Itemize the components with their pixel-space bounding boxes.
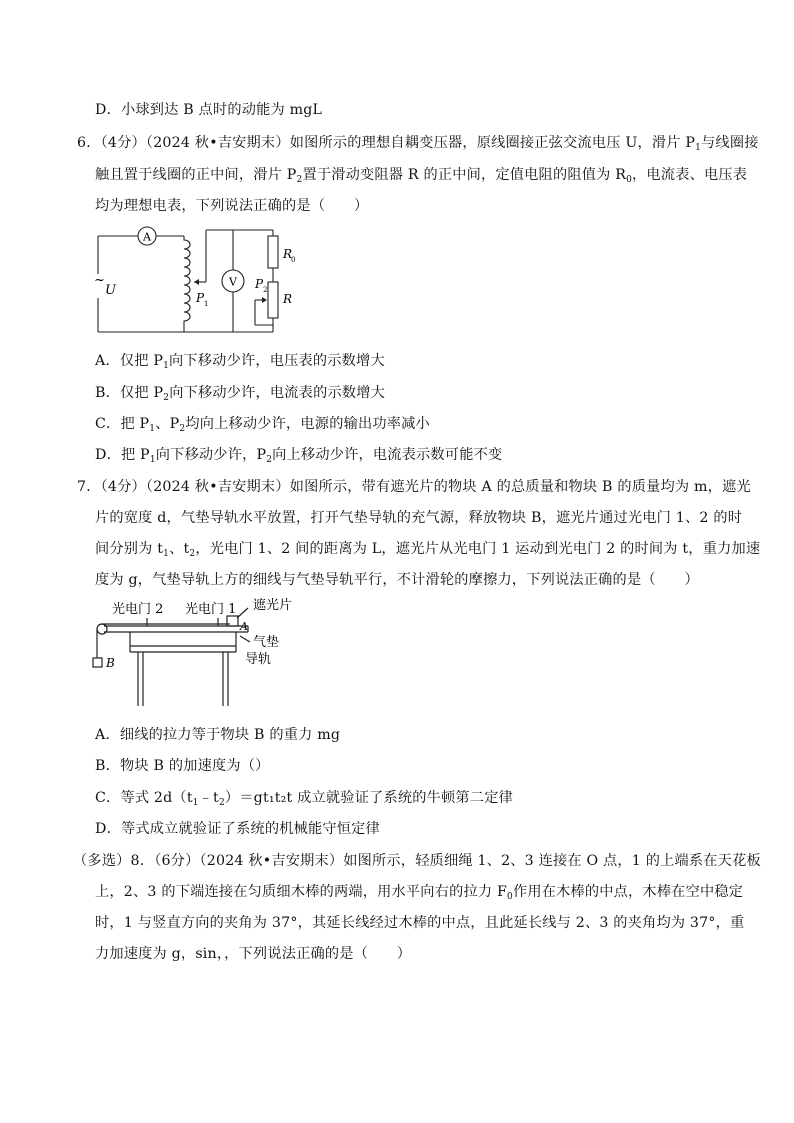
q6-option-a-pre: A．仅把 P [95, 353, 164, 369]
q6-stem-line-2 [95, 165, 747, 185]
q7-option-c-pre: C．等式 2d（t [95, 790, 193, 806]
q6-stem-mid-2: 置于滑动变阻器 R 的正中间，定值电阻的阻值为 R [302, 167, 627, 183]
q7-option-b: B．物块 B 的加速度为（） [95, 758, 270, 774]
q8-sub: 0 [507, 892, 513, 902]
rail-label-2: 导轨 [245, 652, 272, 667]
q6-stem-text-2: 触且置于线圈的正中间，滑片 P [95, 167, 297, 183]
q6-stem-line-3: 均为理想电表，下列说法正确的是（ ） [95, 198, 369, 214]
q6-option-d-pre: D．把 P [95, 447, 150, 463]
q6-sub: 1 [163, 361, 170, 371]
q6-option-a [95, 351, 385, 371]
q7-sub: 1 [163, 549, 170, 559]
q6-option-c [95, 414, 430, 434]
block-a-label: A [240, 620, 248, 633]
q6-option-d-mid: 向下移动少许，P [155, 447, 267, 463]
q8-stem-line-3: 时，1 与竖直方向的夹角为 37°，其延长线经过木棒的中点，且此延长线与 2、3 的夹角均为 37°，重 [95, 915, 745, 931]
gate-2-label: 光电门 2 [112, 602, 164, 617]
q6-circuit-figure [90, 222, 320, 337]
ammeter-label: A [143, 230, 151, 244]
ac-source-symbol: ~ [94, 273, 105, 288]
voltmeter-label: V [229, 275, 237, 289]
q7-option-c-mid: ﹣t [198, 790, 219, 806]
q7-stem-line-1: 7．（4分）（2024 秋•吉安期末）如图所示，带有遮光片的物块 A 的总质量和物块 B 的质量均为 m，遮光 [77, 479, 751, 495]
q6-option-c-post: 均向上移动少许，电源的输出功率减小 [185, 416, 430, 432]
q6-sub: 1 [149, 424, 156, 434]
q7-sub: 1 [192, 798, 199, 808]
q6-sub: 1 [149, 455, 156, 465]
q7-stem-line-2: 片的宽度 d，气垫导轨水平放置，打开气垫导轨的充气源，释放物块 B，遮光片通过光电门 1、2 的时 [95, 510, 743, 526]
gate-1-label: 光电门 1 [185, 602, 237, 617]
p2-label: P [255, 277, 264, 291]
q8-stem-tail-2: 作用在木棒的中点，木棒在空中稳定 [512, 884, 744, 900]
q7-air-track-figure [90, 596, 300, 708]
q7-sub: 2 [218, 798, 225, 808]
q6-option-b [95, 383, 385, 403]
q6-option-b-post: 向下移动少许，电流表的示数增大 [169, 385, 386, 401]
q8-stem-text-2: 上，2、3 的下端连接在匀质细木棒的两端，用水平向右的拉力 F [95, 884, 507, 900]
q6-option-b-pre: B．仅把 P [95, 385, 164, 401]
shade-label: 遮光片 [253, 598, 293, 613]
source-u-label: U [105, 283, 116, 298]
r0-sub: 0 [291, 256, 296, 264]
q6-option-c-mid: 、P [155, 416, 180, 432]
q6-stem-tail-2: ，电流表、电压表 [632, 167, 748, 183]
q6-sub: 1 [695, 143, 702, 153]
q7-stem-line-4: 度为 g，气垫导轨上方的细线与气垫导轨平行，不计滑轮的摩擦力，下列说法正确的是（ ） [95, 572, 699, 588]
q7-option-a: A．细线的拉力等于物块 B 的重力 mg [95, 727, 341, 743]
q6-stem-tail-1: 与线圈接 [701, 135, 759, 151]
block-b-label: B [106, 656, 115, 670]
q6-sub: 2 [163, 393, 170, 403]
q6-option-c-pre: C．把 P [95, 416, 150, 432]
q6-stem-line-1 [77, 133, 759, 153]
q8-stem-line-2 [95, 882, 743, 902]
q6-option-a-post: 向下移动少许，电压表的示数增大 [169, 353, 385, 369]
q6-sub: 2 [296, 175, 303, 185]
q7-option-c-post: ）＝gt₁t₂t 成立就验证了系统的牛顿第二定律 [224, 790, 513, 806]
q6-sub: 2 [266, 455, 273, 465]
q8-stem-line-1: （多选）8．（6分）（2024 秋•吉安期末）如图所示，轻质细绳 1、2、3 连接在 O 点，1 的上端系在天花板 [73, 853, 761, 869]
p2-sub: 2 [263, 286, 268, 294]
r-label: R [283, 292, 293, 306]
q7-stem-post-3: ，光电门 1、2 间的距离为 L，遮光片从光电门 1 运动到光电门 2 的时间为 t，重力加速 [195, 541, 761, 557]
q6-option-d [95, 445, 502, 465]
q7-option-d: D．等式成立就验证了系统的机械能守恒定律 [95, 821, 380, 837]
p1-sub: 1 [204, 300, 209, 308]
r0-label: R [283, 247, 293, 261]
q7-stem-pre-3: 间分别为 t [95, 541, 164, 557]
q7-stem-line-3 [95, 539, 760, 559]
q8-stem-line-4: 力加速度为 g，sin，，下列说法正确的是（ ） [95, 946, 412, 962]
q7-stem-mid-3: 、t [169, 541, 190, 557]
q7-option-c [95, 788, 513, 808]
q6-sub: 0 [626, 175, 633, 185]
q7-sub: 2 [189, 549, 196, 559]
p1-label: P [196, 291, 205, 305]
q6-stem-text-1: 6．（4分）（2024 秋•吉安期末）如图所示的理想自耦变压器，原线圈接正弦交流电压 U，滑片 P [77, 135, 696, 151]
q6-sub: 2 [179, 424, 186, 434]
q5-option-d: D．小球到达 B 点时的动能为 mgL [95, 102, 323, 118]
q6-option-d-post: 向上移动少许，电流表示数可能不变 [272, 447, 503, 463]
rail-label-1: 气垫 [253, 635, 280, 650]
